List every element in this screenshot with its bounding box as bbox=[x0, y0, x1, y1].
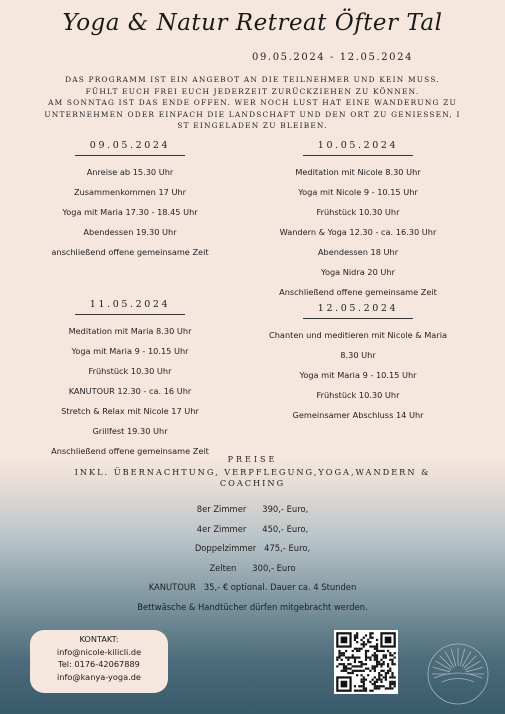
prices-heading: PREISE bbox=[227, 455, 278, 464]
contact-email-link[interactable]: info@nicole-kilicli.de bbox=[56, 646, 142, 657]
price-list bbox=[0, 500, 505, 617]
price-item: 8er Zimmer 390,- Euro, bbox=[196, 504, 309, 514]
schedule-item: Yoga Nidra 20 Uhr bbox=[321, 267, 395, 277]
schedule-item: Anschließend offene gemeinsame Zeit bbox=[279, 287, 437, 297]
schedule-item: Abendessen 19.30 Uhr bbox=[83, 227, 177, 237]
contact-box bbox=[30, 630, 168, 693]
schedule-item: Anreise ab 15.30 Uhr bbox=[86, 167, 174, 177]
qr-code[interactable] bbox=[334, 630, 398, 694]
schedule-item: Wandern & Yoga 12.30 - ca. 16.30 Uhr bbox=[279, 227, 437, 237]
price-item: KANUTOUR 35,- € optional. Dauer ca. 4 Stunden bbox=[148, 582, 357, 592]
schedule-item: Frühstück 10.30 Uhr bbox=[316, 207, 400, 217]
schedule-item: KANUTOUR 12.30 - ca. 16 Uhr bbox=[68, 386, 192, 396]
schedule-item: Yoga mit Maria 9 - 10.15 Uhr bbox=[71, 346, 189, 356]
schedule-item: 8.30 Uhr bbox=[340, 350, 376, 360]
intro-line: UNTERNEHMEN ODER EINFACH DIE LANDSCHAFT UND DEN ORT ZU GENIESSEN, I bbox=[44, 109, 461, 119]
schedule-item: Meditation mit Maria 8.30 Uhr bbox=[68, 326, 192, 336]
price-item: 4er Zimmer 450,- Euro, bbox=[196, 523, 309, 534]
schedule-item: Yoga mit Nicole 9 - 10.15 Uhr bbox=[298, 187, 418, 197]
intro-text bbox=[40, 74, 465, 132]
day-date: 12.05.2024 bbox=[317, 303, 399, 314]
day-date: 11.05.2024 bbox=[89, 299, 171, 310]
schedule-item: Yoga mit Maria 9 - 10.15 Uhr bbox=[299, 370, 417, 380]
sunrise-logo-icon bbox=[418, 628, 498, 706]
prices-subheading-line: COACHING bbox=[219, 478, 286, 488]
qr-code-graphic bbox=[334, 630, 398, 694]
price-item: Doppelzimmer 475,- Euro, bbox=[194, 543, 311, 553]
page-title: Yoga & Natur Retreat Öfter Tal bbox=[62, 10, 443, 36]
day-schedule-1105 bbox=[30, 292, 230, 461]
retreat-dates: 09.05.2024 - 12.05.2024 bbox=[252, 52, 414, 63]
intro-line: FÜHLT EUCH FREI EUCH JEDERZEIT ZURÜCKZIEHEN ZU KÖNNEN. bbox=[85, 86, 420, 96]
day-date: 10.05.2024 bbox=[317, 140, 399, 151]
schedule-item: Yoga mit Maria 17.30 - 18.45 Uhr bbox=[62, 207, 198, 217]
day-divider bbox=[303, 318, 413, 319]
schedule-item: Grillfest 19.30 Uhr bbox=[92, 426, 168, 436]
contact-email-link[interactable]: info@kanya-yoga.de bbox=[57, 671, 141, 682]
intro-line: DAS PROGRAMM IST EIN ANGEBOT AN DIE TEILNEHMER UND KEIN MUSS. bbox=[65, 75, 440, 84]
price-item: Bettwäsche & Handtücher dürfen mitgebracht werden. bbox=[137, 601, 368, 612]
prices-subheading-line: INKL. ÜBERNACHTUNG, VERPFLEGUNG,YOGA,WANDERN & bbox=[74, 467, 431, 477]
schedule-item: Gemeinsamer Abschluss 14 Uhr bbox=[292, 410, 424, 420]
day-schedule-1205 bbox=[247, 296, 469, 425]
schedule-item: Zusammenkommen 17 Uhr bbox=[73, 187, 187, 197]
intro-line: ST EINGELADEN ZU BLEIBEN. bbox=[177, 121, 328, 130]
schedule-item: Frühstück 10.30 Uhr bbox=[316, 390, 400, 400]
schedule-item: Stretch & Relax mit Nicole 17 Uhr bbox=[61, 406, 199, 416]
price-item: Zelten 300,- Euro bbox=[209, 562, 296, 573]
day-schedule-1005 bbox=[258, 133, 458, 302]
day-schedule-0905 bbox=[30, 133, 230, 262]
intro-line: AM SONNTAG IST DAS ENDE OFFEN. WER NOCH LUST HAT EINE WANDERUNG ZU bbox=[48, 98, 457, 107]
prices-subheading bbox=[40, 467, 465, 489]
day-divider bbox=[75, 314, 185, 315]
contact-label: KONTAKT: bbox=[79, 634, 119, 644]
contact-phone[interactable]: Tel: 0176-42067889 bbox=[58, 659, 140, 669]
schedule-item: Anschließend offene gemeinsame Zeit bbox=[51, 446, 209, 456]
day-date: 09.05.2024 bbox=[89, 140, 171, 151]
schedule-item: anschließend offene gemeinsame Zeit bbox=[51, 247, 209, 257]
schedule-item: Abendessen 18 Uhr bbox=[317, 247, 399, 257]
day-divider bbox=[75, 155, 185, 156]
schedule-item: Frühstück 10.30 Uhr bbox=[88, 366, 172, 376]
schedule-item: Meditation mit Nicole 8.30 Uhr bbox=[295, 167, 421, 177]
day-divider bbox=[303, 155, 413, 156]
schedule-item: Chanten und meditieren mit Nicole & Maria bbox=[269, 330, 447, 340]
